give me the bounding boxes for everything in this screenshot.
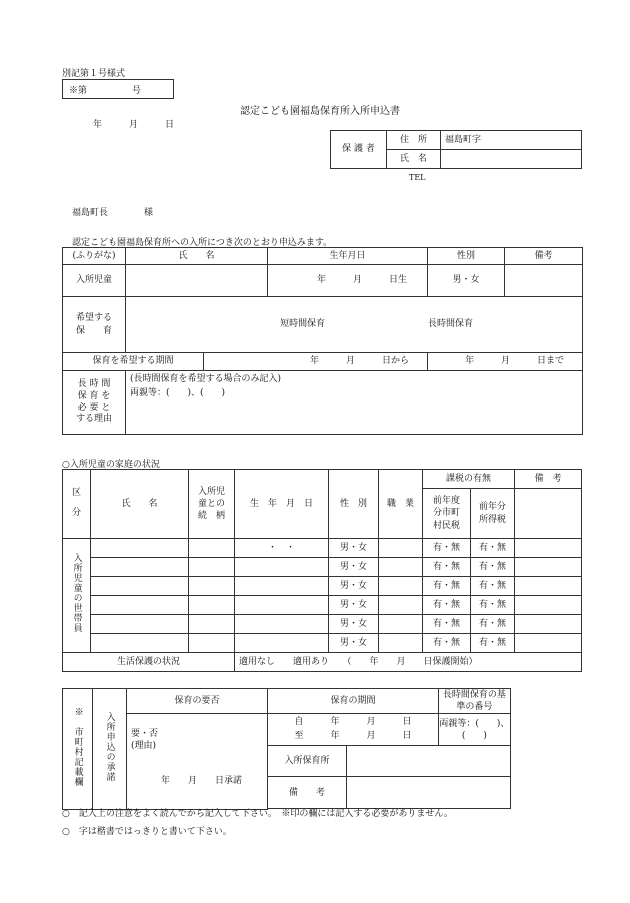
- header-tax: 課税の有無: [423, 470, 515, 489]
- header-tax-municipal: 前年度 分市町 村民税: [423, 489, 471, 539]
- period-from[interactable]: 年 月 日から: [204, 353, 428, 371]
- reason-parents[interactable]: 両親等：( )、( ): [130, 388, 226, 399]
- member-name[interactable]: [91, 558, 189, 577]
- header-birth: 生 年 月 日: [235, 470, 329, 539]
- number-box[interactable]: [62, 79, 174, 99]
- header-relation: 入所児 童との 続 柄: [189, 470, 235, 539]
- period-to[interactable]: 年 月 日まで: [428, 353, 583, 371]
- member-remarks[interactable]: [515, 634, 582, 653]
- member-name[interactable]: [91, 577, 189, 596]
- approval-text: 入所申込の承諾: [104, 711, 115, 782]
- member-tax-municipal[interactable]: 有・無: [423, 577, 471, 596]
- member-birth[interactable]: ・ ・: [235, 539, 329, 558]
- standard-value[interactable]: 両親等：( )、( ): [439, 714, 511, 746]
- tel-label: TEL: [409, 173, 426, 182]
- member-tax-municipal[interactable]: 有・無: [423, 634, 471, 653]
- child-sex-choice[interactable]: 男・女: [428, 265, 505, 297]
- office-period-to: 至 年 月 日: [294, 730, 412, 741]
- member-remarks[interactable]: [515, 558, 582, 577]
- member-remarks[interactable]: [515, 577, 582, 596]
- member-sex[interactable]: 男・女: [329, 577, 379, 596]
- child-remarks-field[interactable]: [505, 265, 583, 297]
- approval-label: [93, 689, 127, 810]
- member-job[interactable]: [379, 539, 423, 558]
- household-side-text: 入所児童の世帯員: [71, 553, 82, 634]
- table-row: [63, 558, 582, 577]
- member-job[interactable]: [379, 577, 423, 596]
- member-job[interactable]: [379, 615, 423, 634]
- header-sex: 性 別: [329, 470, 379, 539]
- member-name[interactable]: [91, 539, 189, 558]
- member-relation[interactable]: [189, 558, 235, 577]
- child-label: 入所児童: [63, 265, 126, 297]
- member-sex[interactable]: 男・女: [329, 634, 379, 653]
- form-id: 別記第１号様式: [62, 69, 126, 79]
- wish-label: 希望する 保 育: [63, 297, 126, 353]
- address-label: 住 所: [387, 131, 441, 150]
- reason-label: 長 時 間 保 育 を 必 要 と する理由: [63, 371, 126, 435]
- need-choice[interactable]: 要・否: [131, 729, 159, 740]
- guardian-table: [330, 130, 582, 169]
- furigana-label: (ふりがな): [63, 248, 126, 265]
- member-tax-income[interactable]: 有・無: [471, 596, 515, 615]
- member-name[interactable]: [91, 615, 189, 634]
- member-relation[interactable]: [189, 539, 235, 558]
- office-remarks-field[interactable]: [347, 777, 511, 809]
- member-birth[interactable]: [235, 577, 329, 596]
- need-header: 保育の要否: [127, 689, 268, 714]
- birth-header: 生年月日: [268, 248, 428, 265]
- member-tax-income[interactable]: 有・無: [471, 558, 515, 577]
- header-job: 職 業: [379, 470, 423, 539]
- member-tax-income[interactable]: 有・無: [471, 539, 515, 558]
- child-name-field[interactable]: [126, 265, 268, 297]
- member-relation[interactable]: [189, 577, 235, 596]
- welfare-value[interactable]: 適用なし 適用あり （ 年 月 日保護開始）: [235, 653, 582, 672]
- member-relation[interactable]: [189, 596, 235, 615]
- member-tax-municipal[interactable]: 有・無: [423, 539, 471, 558]
- member-tax-income[interactable]: 有・無: [471, 634, 515, 653]
- member-remarks[interactable]: [515, 596, 582, 615]
- note-2: ○ 字は楷書ではっきりと書いて下さい。: [62, 827, 232, 837]
- member-name[interactable]: [91, 596, 189, 615]
- member-relation[interactable]: [189, 634, 235, 653]
- application-date[interactable]: 年 月 日: [93, 120, 175, 130]
- name-header: 氏 名: [126, 248, 268, 265]
- office-table: [62, 688, 582, 810]
- member-tax-municipal[interactable]: 有・無: [423, 596, 471, 615]
- addressee: 福島町長 様: [72, 208, 154, 218]
- member-tax-municipal[interactable]: 有・無: [423, 615, 471, 634]
- sex-header: 性別: [428, 248, 505, 265]
- header-name: 氏 名: [91, 470, 189, 539]
- table-row: [63, 596, 582, 615]
- office-period[interactable]: [268, 714, 439, 746]
- member-name[interactable]: [91, 634, 189, 653]
- standard-header: 長時間保育の基準の番号: [439, 689, 511, 714]
- office-side-text: ※ 市町村記載欄: [72, 706, 83, 787]
- page-title: 認定こども園福島保育所入所申込書: [240, 106, 400, 117]
- office-period-from: 自 年 月 日: [294, 717, 412, 728]
- household-table: [62, 469, 582, 672]
- reason-field[interactable]: [126, 371, 583, 435]
- need-field[interactable]: [127, 714, 268, 810]
- period-label: 保育を希望する期間: [63, 353, 204, 371]
- table-row: [63, 577, 582, 596]
- table-row: [63, 539, 582, 558]
- number-box-label: ※第 号: [69, 86, 142, 96]
- member-birth[interactable]: [235, 615, 329, 634]
- office-side-label: [63, 689, 93, 810]
- reason-note: (長時間保育を希望する場合のみ記入): [130, 374, 282, 384]
- intro-text: 認定こども園福島保育所への入所につき次のとおり申込みます。: [72, 238, 333, 248]
- header-remarks: 備 考: [515, 470, 582, 489]
- address-field[interactable]: 福島町字: [441, 131, 582, 150]
- wish-options: [126, 297, 583, 353]
- note-1: ○ 記入上の注意をよく読んでから記入して下さい。 ※印の欄には記入する必要がありません。: [62, 809, 453, 819]
- member-remarks[interactable]: [515, 539, 582, 558]
- household-section-title: ○入所児童の家庭の状況: [62, 460, 160, 470]
- table-row: [63, 634, 582, 653]
- guardian-label: 保 護 者: [331, 131, 387, 169]
- member-birth[interactable]: [235, 558, 329, 577]
- child-table: [62, 247, 583, 435]
- facility-label: 入所保育所: [268, 746, 347, 777]
- guardian-name-field[interactable]: [441, 150, 582, 169]
- remarks-header: 備考: [505, 248, 583, 265]
- member-sex[interactable]: 男・女: [329, 596, 379, 615]
- child-birth-field[interactable]: 年 月 日生: [268, 265, 428, 297]
- header-category: 区 分: [63, 470, 91, 539]
- office-remarks-label: 備 考: [268, 777, 347, 809]
- household-side-label: [63, 539, 91, 653]
- long-care-option[interactable]: 長時間保育: [427, 319, 473, 330]
- name-label: 氏 名: [387, 150, 441, 169]
- member-sex[interactable]: 男・女: [329, 539, 379, 558]
- member-sex[interactable]: 男・女: [329, 558, 379, 577]
- header-tax-income: 前年分 所得税: [471, 489, 515, 539]
- approve-date[interactable]: 年 月 日承諾: [161, 775, 243, 786]
- member-birth[interactable]: [235, 634, 329, 653]
- member-tax-income[interactable]: 有・無: [471, 615, 515, 634]
- member-job[interactable]: [379, 596, 423, 615]
- welfare-label: 生活保護の状況: [63, 653, 235, 672]
- short-care-option[interactable]: 短時間保育: [280, 319, 326, 330]
- need-reason: (理由): [131, 741, 157, 752]
- member-relation[interactable]: [189, 615, 235, 634]
- member-tax-income[interactable]: 有・無: [471, 577, 515, 596]
- member-sex[interactable]: 男・女: [329, 615, 379, 634]
- member-job[interactable]: [379, 634, 423, 653]
- header-remarks-blank: [515, 489, 582, 539]
- member-remarks[interactable]: [515, 615, 582, 634]
- member-job[interactable]: [379, 558, 423, 577]
- table-row: [63, 615, 582, 634]
- facility-field[interactable]: [347, 746, 511, 777]
- member-tax-municipal[interactable]: 有・無: [423, 558, 471, 577]
- member-birth[interactable]: [235, 596, 329, 615]
- period-header: 保育の期間: [268, 689, 439, 714]
